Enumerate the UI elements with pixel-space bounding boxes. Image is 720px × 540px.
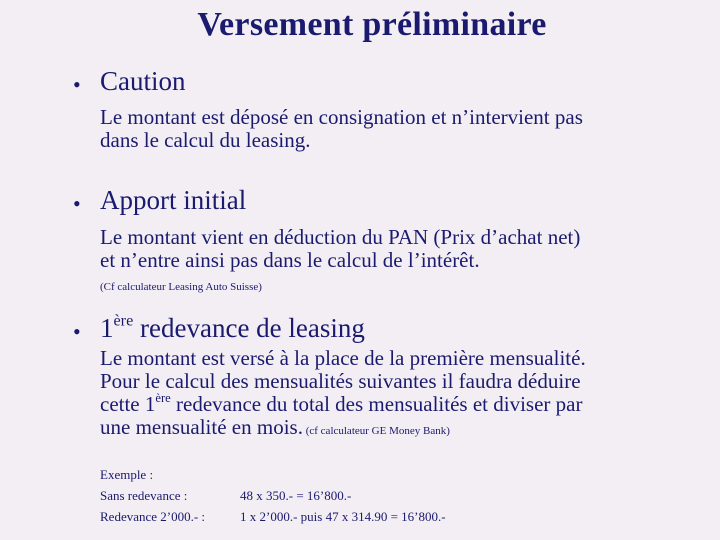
slide-title: Versement préliminaire (197, 6, 547, 43)
redevance-heading (100, 313, 365, 344)
bullet-redevance: • (73, 319, 81, 344)
example-row-1-label: Sans redevance : (100, 488, 188, 503)
redevance-line-3-prefix: cette 1 (100, 392, 156, 416)
caution-line-1: Le montant est déposé en consignation et n’intervient pas (100, 105, 583, 129)
apport-line-1: Le montant vient en déduction du PAN (Prix d’achat net) (100, 225, 581, 249)
apport-line-2: et n’entre ainsi pas dans le calcul de l’intérêt. (100, 248, 480, 272)
apport-paragraph (100, 226, 580, 272)
caution-line-2: dans le calcul du leasing. (100, 128, 311, 152)
bullet-apport: • (73, 191, 81, 216)
redevance-line-2: Pour le calcul des mensualités suivantes il faudra déduire (100, 369, 581, 393)
redevance-heading-prefix: 1 (100, 313, 114, 343)
redevance-line-3-rest: redevance du total des mensualités et diviser par (170, 392, 583, 416)
caution-heading: Caution (100, 66, 186, 96)
apport-note: (Cf calculateur Leasing Auto Suisse) (100, 281, 262, 293)
redevance-line-4-note: (cf calculateur GE Money Bank) (302, 425, 450, 437)
redevance-line-4-text: une mensualité en mois. (100, 415, 303, 439)
redevance-heading-sup: ère (113, 311, 134, 330)
redevance-line-3-sup: ère (155, 391, 171, 406)
redevance-line-1: Le montant est versé à la place de la première mensualité. (100, 346, 586, 370)
bullet-caution: • (73, 72, 81, 97)
example-row-1-value: 48 x 350.- = 16’800.- (240, 488, 352, 503)
redevance-line-4 (100, 416, 586, 443)
redevance-paragraph (100, 347, 586, 443)
caution-paragraph (100, 106, 583, 152)
redevance-line-3 (100, 393, 586, 416)
example-row-2-label: Redevance 2’000.- : (100, 509, 206, 524)
example-row-2-value: 1 x 2’000.- puis 47 x 314.90 = 16’800.- (240, 509, 446, 524)
redevance-heading-rest: redevance de leasing (133, 313, 365, 343)
example-label: Exemple : (100, 467, 154, 482)
apport-heading: Apport initial (100, 185, 247, 215)
